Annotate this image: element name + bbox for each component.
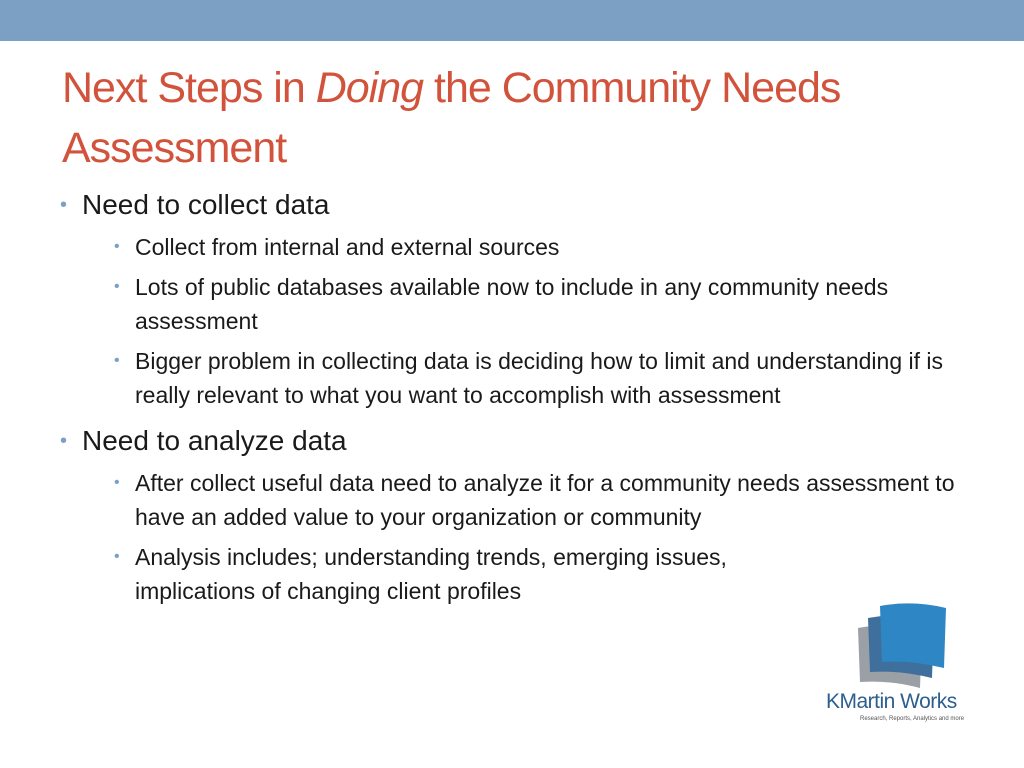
sub-bullet-text: After collect useful data need to analyze it for a community needs assessment to have an added value to your organization or community [135, 470, 955, 530]
top-accent-band [0, 0, 1024, 41]
bullet-dot-icon: • [114, 278, 120, 295]
logo-wordmark: KMartin Works [826, 690, 957, 713]
bullet-dot-icon: • [60, 194, 68, 216]
sub-bullet-item [82, 466, 970, 534]
bullet-list [60, 186, 970, 608]
title-emphasis: Doing [315, 64, 424, 112]
sub-bullet-list [82, 466, 970, 608]
company-logo [820, 600, 980, 730]
bullet-dot-icon: • [114, 352, 120, 369]
slide-title [62, 58, 962, 178]
sub-bullet-text: Bigger problem in collecting data is deciding how to limit and understanding if is really relevant to what you want to accomplish with assessment [135, 348, 944, 408]
slide-body [60, 186, 970, 618]
sub-bullet-item [82, 230, 970, 264]
sub-bullet-list [82, 230, 970, 412]
bullet-dot-icon: • [114, 548, 120, 565]
sub-bullet-text: Analysis includes; understanding trends, emerging issues, implications of changing client profiles [135, 544, 727, 604]
bullet-dot-icon: • [60, 430, 68, 452]
sub-bullet-item [82, 344, 970, 412]
title-start: Next Steps in [62, 64, 316, 112]
sub-bullet-item [82, 270, 970, 338]
sub-bullet-text: Collect from internal and external sources [135, 234, 560, 260]
logo-tagline: Research, Reports, Analytics and more [860, 716, 965, 722]
sub-bullet-item [82, 540, 970, 608]
section-heading: Need to analyze data [82, 425, 347, 456]
logo-mark-icon [850, 600, 950, 690]
bullet-dot-icon: • [114, 238, 120, 255]
bullet-dot-icon: • [114, 474, 120, 491]
section-heading: Need to collect data [82, 189, 330, 220]
title-end: the Community Needs Assessment [62, 64, 841, 172]
sub-bullet-text: Lots of public databases available now to include in any community needs assessment [135, 274, 889, 334]
bullet-section [60, 186, 970, 412]
bullet-section [60, 422, 970, 608]
